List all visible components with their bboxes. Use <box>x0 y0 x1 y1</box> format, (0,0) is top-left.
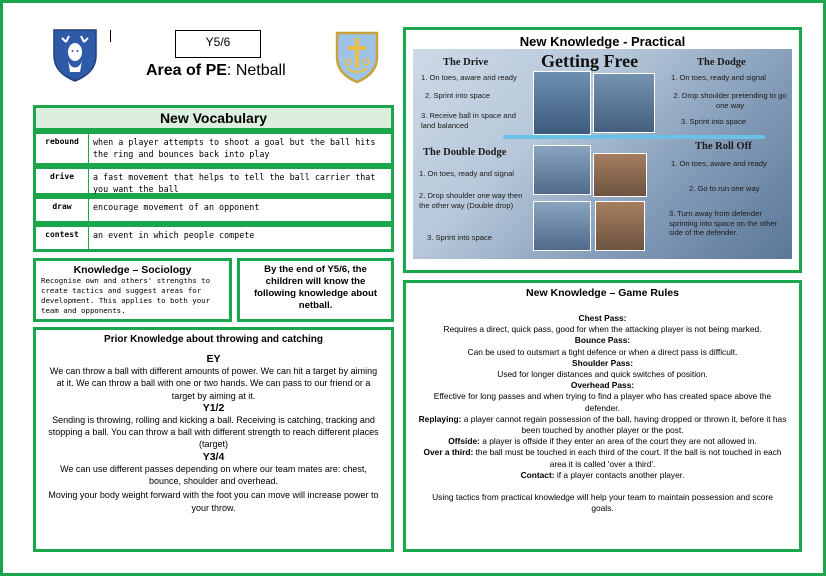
prior-text-y12: Sending is throwing, rolling and kicking a ball. Receiving is catching, tracking and stopping a ball. You can throw a ball with different strength to reach different places (target) <box>48 414 379 450</box>
vocab-row <box>33 131 394 166</box>
year-group-box <box>175 30 261 58</box>
vocab-definition: encourage movement of an opponent <box>93 202 260 212</box>
end-of-year-text: By the end of Y5/6, the children will know the following knowledge about netball. <box>253 264 378 311</box>
drive-step-3: 3. Receive ball in space and land balanced <box>421 111 516 130</box>
sociology-title: Knowledge – Sociology <box>73 264 192 276</box>
overhead-pass-label: Overhead Pass: <box>570 380 635 391</box>
end-of-year-panel <box>237 258 394 322</box>
shoulder-pass-text: Used for longer distances and quick switches of position. <box>497 369 708 380</box>
dodge-step-2: 2. Drop shoulder pretending to go one way <box>673 91 787 110</box>
roll-off-heading: The Roll Off <box>695 141 752 152</box>
roll-off-step-2: 2. Go to run one way <box>689 184 760 193</box>
double-dodge-photo-1 <box>533 145 591 195</box>
offside-rule <box>414 436 791 447</box>
vocab-row <box>33 196 394 224</box>
dodge-step-3: 3. Sprint into space <box>681 117 747 126</box>
vocab-row <box>33 166 394 196</box>
replaying-rule <box>414 414 791 436</box>
double-dodge-heading: The Double Dodge <box>423 147 507 158</box>
double-dodge-photo-2 <box>593 153 647 197</box>
contact-text: if a player contacts another player. <box>554 469 685 480</box>
crest-logo-cross <box>334 30 380 84</box>
replaying-text: a player cannot regain possession of the ball, having dropped or thrown it, before it has been touched by another player or the post. <box>461 413 787 436</box>
header-panel <box>22 22 402 24</box>
prior-text-weight: Moving your body weight forward with the foot you can move will increase power to your throw. <box>48 490 379 513</box>
prior-knowledge-panel <box>33 327 394 552</box>
roll-off-step-3: 3. Turn away from defender sprinting into space on the other side of the defender. <box>669 209 778 237</box>
dodge-photo <box>593 73 655 133</box>
contact-label: Contact: <box>520 469 555 480</box>
offside-text: a player is offside if they enter an area of the court they are not allowed in. <box>479 436 757 447</box>
vocabulary-title: New Vocabulary <box>33 105 394 131</box>
prior-text-y34: We can use different passes depending on where our team mates are: chest, bounce, shoulder and overhead. <box>60 463 367 487</box>
prior-heading-y34: Y3/4 <box>202 450 225 463</box>
double-dodge-step-3: 3. Sprint into space <box>427 233 493 242</box>
vocab-definition: a fast movement that helps to tell the ball carrier that you want the ball <box>93 172 376 194</box>
vocab-term: drive <box>36 169 89 193</box>
rules-closing: Using tactics from practical knowledge will help your team to maintain possession and score goals. <box>432 492 773 514</box>
area-title <box>146 62 286 80</box>
dodge-step-1: 1. On toes, ready and signal <box>671 73 766 82</box>
vocab-term: draw <box>36 199 89 221</box>
dodge-heading: The Dodge <box>697 57 746 68</box>
area-label: Area of PE <box>146 62 227 79</box>
getting-free-infographic <box>413 49 792 259</box>
vocab-definition: when a player attempts to shoot a goal but the ball hits the ring and bounces back into play <box>93 137 376 159</box>
roll-off-step-1: 1. On toes, aware and ready <box>671 159 767 168</box>
year-group: Y5/6 <box>205 35 231 49</box>
prior-heading-ey: EY <box>206 353 221 365</box>
double-dodge-step-2: 2. Drop shoulder one way then the other way (Double drop) <box>419 191 523 210</box>
drive-heading: The Drive <box>443 57 489 68</box>
contact-rule <box>414 470 791 481</box>
rules-body <box>414 313 791 514</box>
sociology-panel <box>33 258 232 322</box>
over-third-rule <box>414 447 791 469</box>
practical-title: New Knowledge - Practical <box>519 34 686 49</box>
vocab-row <box>33 224 394 252</box>
chest-pass-text: Requires a direct, quick pass, good for when the attacking player is not being marked. <box>443 324 762 335</box>
over-third-text: the ball must be touched in each third of the court. If the ball is not touched in each area it is called 'over a third'. <box>473 447 782 469</box>
prior-text-ey: We can throw a ball with different amounts of power. We can hit a target by aiming at it. We can throw a ball with one or two hands. We can pass to our friend or a target by aiming at it. <box>49 366 378 401</box>
replaying-label: Replaying: <box>418 413 462 424</box>
prior-heading-y12: Y1/2 <box>202 401 225 414</box>
area-value: : Netball <box>226 62 286 79</box>
rules-title: New Knowledge – Game Rules <box>526 287 679 299</box>
text-cursor <box>110 30 111 42</box>
sociology-text: Recognise own and others' strengths to create tactics and suggest areas for development. This applies to both your team and opponents. <box>41 276 211 315</box>
offside-label: Offside: <box>448 436 480 447</box>
bounce-pass-text: Can be used to outsmart a tight defence or when a direct pass is difficult. <box>467 346 738 357</box>
game-rules-panel <box>403 280 802 552</box>
vocab-term: contest <box>36 227 89 249</box>
divider-bar <box>503 135 765 139</box>
shoulder-pass-label: Shoulder Pass: <box>572 357 633 368</box>
vocab-term: rebound <box>36 134 89 163</box>
overhead-pass-text: Effective for long passes and when trying to find a player who has created space above the defender. <box>433 391 772 413</box>
school-crest-logo <box>52 28 98 82</box>
chest-pass-label: Chest Pass: <box>578 313 627 323</box>
roll-off-photo <box>595 201 645 251</box>
bounce-pass-label: Bounce Pass: <box>574 335 631 346</box>
prior-title: Prior Knowledge about throwing and catching <box>104 334 323 345</box>
double-dodge-photo-3 <box>533 201 591 251</box>
double-dodge-step-1: 1. On toes, ready and signal <box>419 169 514 178</box>
drive-step-2: 2. Sprint into space <box>425 91 491 100</box>
drive-photo <box>533 71 591 135</box>
drive-step-1: 1. On toes, aware and ready <box>421 73 517 82</box>
image-title: Getting Free <box>541 51 639 71</box>
vocab-definition: an event in which people compete <box>93 230 255 240</box>
over-third-label: Over a third: <box>423 447 474 458</box>
